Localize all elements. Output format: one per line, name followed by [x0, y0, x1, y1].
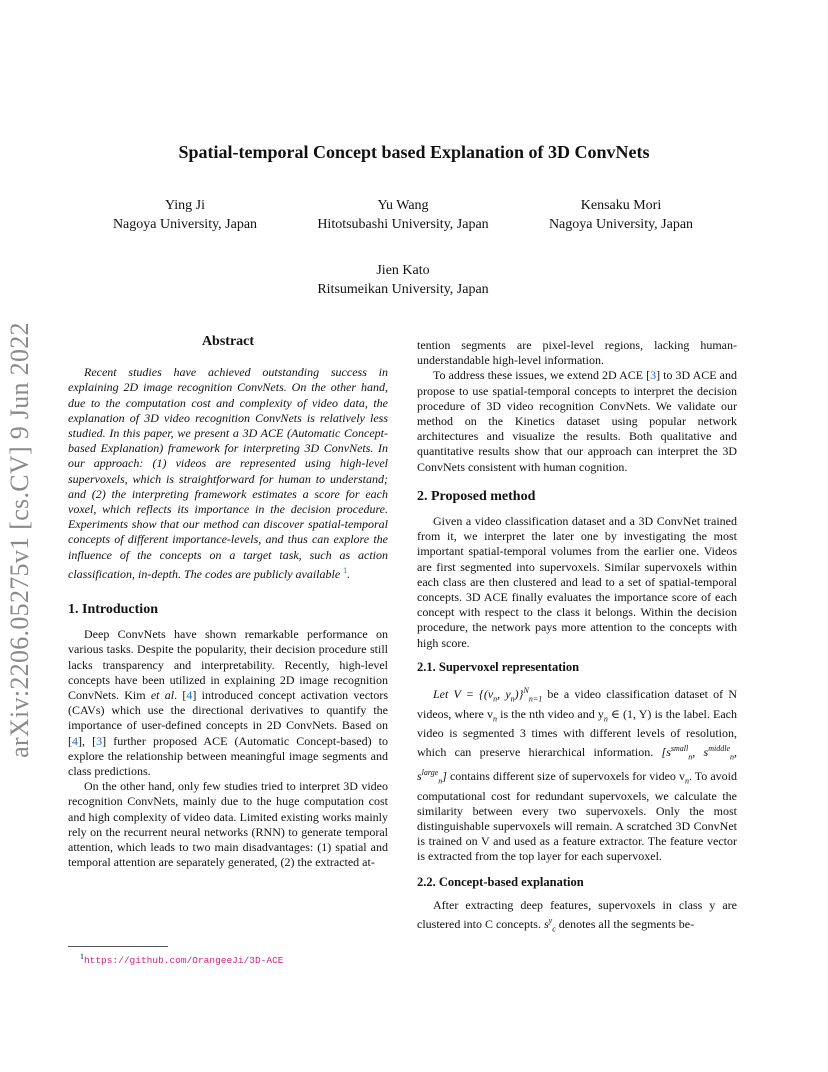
section-heading-introduction: 1. Introduction	[68, 602, 158, 618]
citation-link[interactable]: 4	[186, 688, 193, 703]
abstract-heading: Abstract	[201, 334, 255, 349]
subsection-heading-supervoxel: 2.1. Supervoxel representation	[417, 659, 580, 674]
method-paragraph-1: Given a video classification dataset and a 3D ConvNet trained from it, we interpret the later one by investigating the most important spatial-temporal volumes from the earlier one. Videos are first segmented into supervoxels. Similar supervoxels within each class are then clustered and lead to a set of spatial-temporal concepts. 3D ACE finally evaluates the importance score of each concept with respect to the class it belongs. Within the decision procedure, the network pays more attention to the concepts with high score.	[417, 514, 737, 650]
left-column	[68, 334, 388, 871]
footnote	[80, 952, 284, 966]
author-block-4	[300, 261, 506, 299]
concept-paragraph: After extracting deep features, supervoxels in class y are clustered into C concepts. $s^y_c$ denotes all the segments be-	[417, 897, 737, 934]
abstract-text: Recent studies have achieved outstanding success in explaining 2D image recognition ConvNets. On the other hand, due to the computation cost and complexity of video data, the explanation of 3D video recognition ConvNets is relatively less studied. In this paper, we present a 3D ACE (Automatic Concept-based Explanation) framework for interpreting 3D ConvNets. In our approach: (1) videos are represented using high-level supervoxels, which is straightforward for human to understand; and (2) the interpreting framework estimates a score for each voxel, which reflects its importance in the decision procedure. Experiments show that our method can discover spatial-temporal concepts of different importance-levels, and thus can explore the influence of the concepts on a target task, such as action classification, in-depth. The codes are publicly available $^1$.	[68, 365, 388, 581]
author-affiliation: Nagoya University, Japan	[548, 217, 694, 232]
author-affiliation: Hitotsubashi University, Japan	[317, 217, 489, 232]
intro-paragraph-2-continued: tention segments are pixel-level regions, lacking human-understandable high-level information.	[417, 338, 737, 368]
author-affiliation: Ritsumeikan University, Japan	[317, 282, 489, 297]
arxiv-identifier: arXiv:2206.05275v1 [cs.CV] 9 Jun 2022	[5, 322, 34, 758]
footnote-number: 1	[80, 952, 84, 961]
citation-link[interactable]: 3	[96, 733, 103, 748]
intro-paragraph-2: On the other hand, only few studies tried to interpret 3D video recognition ConvNets, mainly due to the huge computation cost and high complexity of video data. Limited existing works mainly rely on the recurrent neural networks (RNN) to generate temporal attention, which leads to two main disadvantages: (1) spatial and temporal attention are separately generated, (2) the extracted at-	[68, 779, 388, 870]
author-name: Jien Kato	[376, 263, 430, 278]
subsection-heading-concept-explanation: 2.2. Concept-based explanation	[417, 874, 584, 889]
author-name: Yu Wang	[377, 198, 429, 213]
author-name: Ying Ji	[164, 198, 206, 213]
footnote-mark[interactable]: 1	[343, 565, 348, 575]
intro-paragraph-3: To address these issues, we extend 2D ACE [3] to 3D ACE and propose to use spatial-temporal concepts to interpret the decision procedure of 3D video recognition ConvNets. We validate our method on the Kinetics dataset using popular network architectures and visualize the results. Both qualitative and quantitative results show that our approach can interpret the 3D ConvNets consistent with human cognition.	[417, 368, 737, 474]
code-repository-link[interactable]: https://github.com/OrangeeJi/3D-ACE	[83, 955, 284, 967]
supervoxel-paragraph: Let $V = \{(v_n$, $y_n)\}^N_{n=1}$ be a video classification dataset of N videos, where $v_n$ is the nth video and $y_n$ ∈ (1, Y) is the label. Each video is segmented 3 times with different levels of resolution, which can preserve hierarchical information. [$s^{small}_n$, $s^{middle}_n$, $s^{large}_n$] contains different size of supervoxels for video $v_n$. To avoid computational cost for redundant supervoxels, we calculate the similarity between every two supervoxels. Only the most distinguishable supervoxels will remain. A scratched 3D ConvNet is trained on V and used as a feature extractor. The feature vector is extracted from the top layer for each supervoxel.	[417, 686, 738, 864]
author-block-2	[302, 196, 504, 234]
author-block-3	[534, 196, 708, 234]
right-column	[417, 338, 737, 937]
footnote-rule	[68, 946, 168, 947]
citation-link[interactable]: 3	[650, 368, 657, 383]
author-name: Kensaku Mori	[580, 198, 662, 213]
author-affiliation: Nagoya University, Japan	[112, 217, 258, 232]
paper-title: Spatial-temporal Concept based Explanation of 3D ConvNets	[178, 142, 650, 162]
citation-link[interactable]: 4	[72, 733, 78, 748]
author-block-1	[100, 196, 270, 234]
intro-paragraph-1: Deep ConvNets have shown remarkable performance on various tasks. Despite the popularity, their decision procedure still lacks transparency and interpretability. Recently, high-level concepts have been utilized in explaining 2D image recognition ConvNets. Kim et al. [4] introduced concept activation vectors (CAVs) which use the directional derivatives to quantify the importance of user-defined concepts in 2D ConvNets. Based on [4], [3] further proposed ACE (Automatic Concept-based) to explore the relationship between meaningful image segments and class predictions.	[68, 627, 389, 779]
section-heading-proposed-method: 2. Proposed method	[417, 488, 536, 504]
